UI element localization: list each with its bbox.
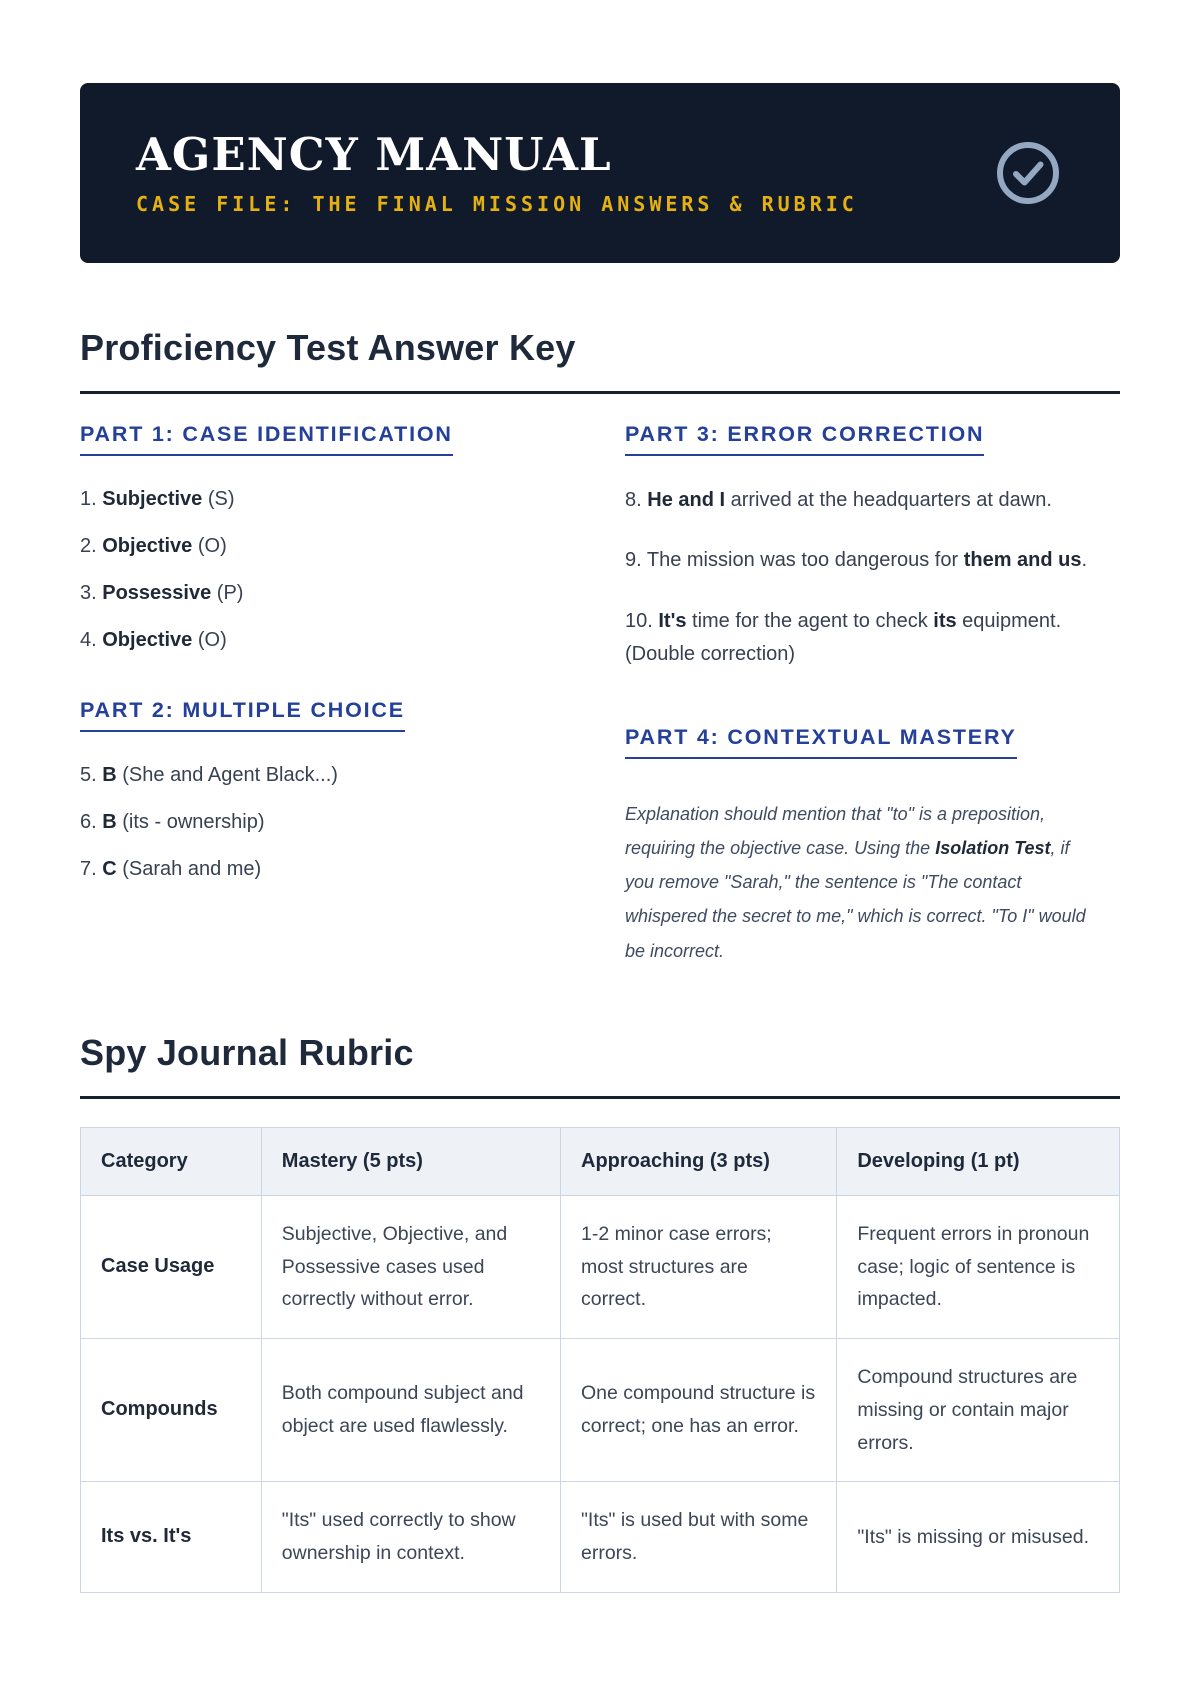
item-answer: its [933, 609, 957, 632]
answer-item-1 [80, 484, 575, 514]
item-answer: Subjective [102, 487, 203, 510]
table-row [81, 1195, 1120, 1338]
item-number: 4. [80, 628, 103, 651]
rubric-table [80, 1127, 1120, 1593]
item-note: (O) [192, 534, 227, 557]
row-developing: Frequent errors in pronoun case; logic of sentence is impacted. [837, 1195, 1120, 1338]
table-header-developing: Developing (1 pt) [837, 1127, 1120, 1195]
item-answer: them and us [963, 549, 1082, 572]
item-text: arrived at the headquarters at dawn. [725, 488, 1052, 511]
part-2-heading: PART 2: MULTIPLE CHOICE [80, 698, 405, 732]
header-subtitle: CASE FILE: THE FINAL MISSION ANSWERS & RUBRIC [136, 191, 858, 216]
answer-item-3 [80, 578, 575, 608]
section-divider [80, 1096, 1120, 1099]
row-approaching: "Its" is used but with some errors. [561, 1482, 837, 1593]
explanation-text: , if you remove "Sarah," the sentence is "The contact whispered the secret to me," which is correct. "To I" would be incorrect. [625, 838, 1086, 961]
table-header-category: Category [81, 1127, 262, 1195]
item-number: 5. [80, 763, 103, 786]
answer-key-section [80, 327, 1120, 968]
explanation-text: Explanation should mention that "to" is a preposition, requiring the objective case. Using the [625, 803, 1046, 859]
item-answer: It's [658, 609, 687, 632]
part-1-heading: PART 1: CASE IDENTIFICATION [80, 422, 453, 456]
answer-item-9 [625, 544, 1120, 578]
item-answer: C [102, 857, 117, 880]
rubric-heading: Spy Journal Rubric [80, 1031, 414, 1073]
item-answer: B [102, 810, 117, 833]
answer-item-5 [80, 760, 575, 790]
answer-item-7 [80, 854, 575, 884]
item-text: . [1081, 549, 1088, 572]
item-note: (P) [211, 581, 244, 604]
item-note: (Sarah and me) [116, 857, 262, 880]
part-4-heading: PART 4: CONTEXTUAL MASTERY [625, 725, 1017, 759]
row-approaching: 1-2 minor case errors; most structures are correct. [561, 1195, 837, 1338]
explanation-emphasis: Isolation Test [935, 838, 1051, 859]
answer-key-right-column [625, 422, 1120, 968]
item-text: equipment. (Double correction) [625, 609, 1062, 666]
row-category: Its vs. It's [81, 1482, 262, 1593]
row-mastery: "Its" used correctly to show ownership in context. [261, 1482, 560, 1593]
row-mastery: Subjective, Objective, and Possessive cases used correctly without error. [261, 1195, 560, 1338]
table-header-approaching: Approaching (3 pts) [561, 1127, 837, 1195]
header-banner [80, 83, 1120, 263]
item-text: time for the agent to check [686, 609, 934, 632]
item-answer: He and I [647, 488, 726, 511]
answer-item-10 [625, 605, 1120, 672]
answer-item-4 [80, 625, 575, 655]
item-answer: Objective [102, 534, 193, 557]
page [0, 83, 1200, 1593]
check-circle-icon [994, 139, 1062, 207]
row-category: Compounds [81, 1339, 262, 1482]
answer-item-2 [80, 531, 575, 561]
item-number: 8. [625, 488, 648, 511]
row-developing: Compound structures are missing or contain major errors. [837, 1339, 1120, 1482]
row-mastery: Both compound subject and object are used flawlessly. [261, 1339, 560, 1482]
item-number: 9. [625, 549, 647, 572]
item-number: 10. [625, 609, 659, 632]
table-row [81, 1339, 1120, 1482]
table-header-mastery: Mastery (5 pts) [261, 1127, 560, 1195]
item-answer: Possessive [102, 581, 212, 604]
answer-item-8 [625, 484, 1120, 518]
item-number: 1. [80, 487, 103, 510]
row-approaching: One compound structure is correct; one has an error. [561, 1339, 837, 1482]
answer-item-6 [80, 807, 575, 837]
part-4-explanation [625, 797, 1103, 968]
item-number: 6. [80, 810, 103, 833]
answer-key-heading: Proficiency Test Answer Key [80, 326, 576, 368]
item-note: (She and Agent Black...) [116, 763, 338, 786]
item-note: (S) [202, 487, 235, 510]
table-row [81, 1482, 1120, 1593]
table-header-row [81, 1127, 1120, 1195]
row-category: Case Usage [81, 1195, 262, 1338]
part-3-heading: PART 3: ERROR CORRECTION [625, 422, 984, 456]
item-note: (O) [192, 628, 227, 651]
item-answer: B [102, 763, 117, 786]
page-title: AGENCY MANUAL [136, 128, 612, 181]
rubric-section [80, 1032, 1120, 1593]
item-note: (its - ownership) [116, 810, 265, 833]
item-number: 2. [80, 534, 103, 557]
item-number: 3. [80, 581, 103, 604]
answer-key-left-column [80, 422, 575, 968]
item-number: 7. [80, 857, 103, 880]
answer-key-columns [80, 422, 1120, 968]
row-developing: "Its" is missing or misused. [837, 1482, 1120, 1593]
item-text: The mission was too dangerous for [646, 549, 964, 572]
item-answer: Objective [102, 628, 193, 651]
section-divider [80, 391, 1120, 394]
